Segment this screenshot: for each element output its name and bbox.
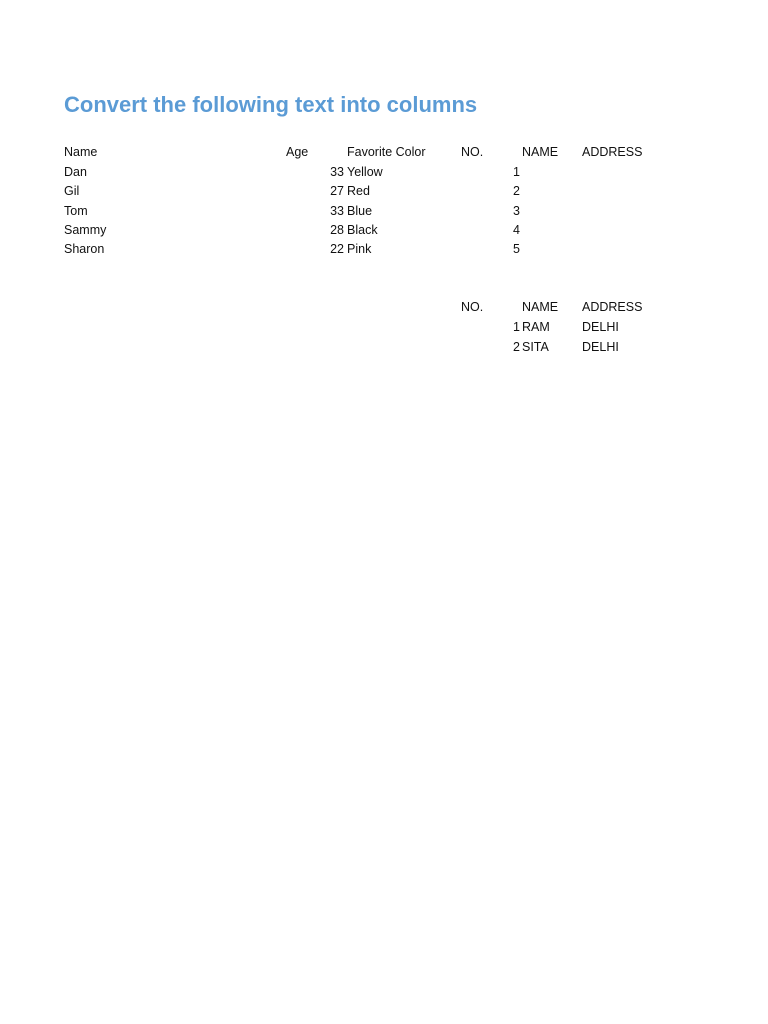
table2-header-no: NO. xyxy=(461,145,484,159)
table3-header-no: NO. xyxy=(461,300,484,314)
table3-row2-address: DELHI xyxy=(582,340,619,354)
table2-row1-no: 1 xyxy=(513,165,520,179)
table2-header-name: NAME xyxy=(522,145,559,159)
table1-header-color: Favorite Color xyxy=(347,145,426,159)
table1-row5-color: Pink xyxy=(347,242,372,256)
table3-row1-no: 1 xyxy=(513,320,520,334)
table1-row3-name: Tom xyxy=(64,204,88,218)
table3-header-name: NAME xyxy=(522,300,559,314)
table2-row4-no: 4 xyxy=(513,223,520,237)
table1-row1-age: 33 xyxy=(330,165,344,179)
table2-row2-no: 2 xyxy=(513,184,520,198)
table1-row4-name: Sammy xyxy=(64,223,107,237)
table1-row4-color: Black xyxy=(347,223,378,237)
table1-row3-age: 33 xyxy=(330,204,344,218)
table1-row5-age: 22 xyxy=(330,242,344,256)
table1-row5-name: Sharon xyxy=(64,242,105,256)
table2-header-address: ADDRESS xyxy=(582,145,643,159)
table3-row2-no: 2 xyxy=(513,340,520,354)
table3-row2-name: SITA xyxy=(522,340,549,354)
page-title: Convert the following text into columns xyxy=(64,92,478,117)
table1-row2-color: Red xyxy=(347,184,370,198)
table1-row3-color: Blue xyxy=(347,204,373,218)
table1-header-age: Age xyxy=(286,145,309,159)
table1-row1-color: Yellow xyxy=(347,165,383,179)
table1-row2-name: Gil xyxy=(64,184,80,198)
table1-row1-name: Dan xyxy=(64,165,87,179)
table3-row1-name: RAM xyxy=(522,320,550,334)
table1-row4-age: 28 xyxy=(330,223,344,237)
table3-row1-address: DELHI xyxy=(582,320,619,334)
table2-row3-no: 3 xyxy=(513,204,520,218)
table1-row2-age: 27 xyxy=(330,184,344,198)
table2-row5-no: 5 xyxy=(513,242,520,256)
table3-header-address: ADDRESS xyxy=(582,300,643,314)
table1-header-name: Name xyxy=(64,145,98,159)
